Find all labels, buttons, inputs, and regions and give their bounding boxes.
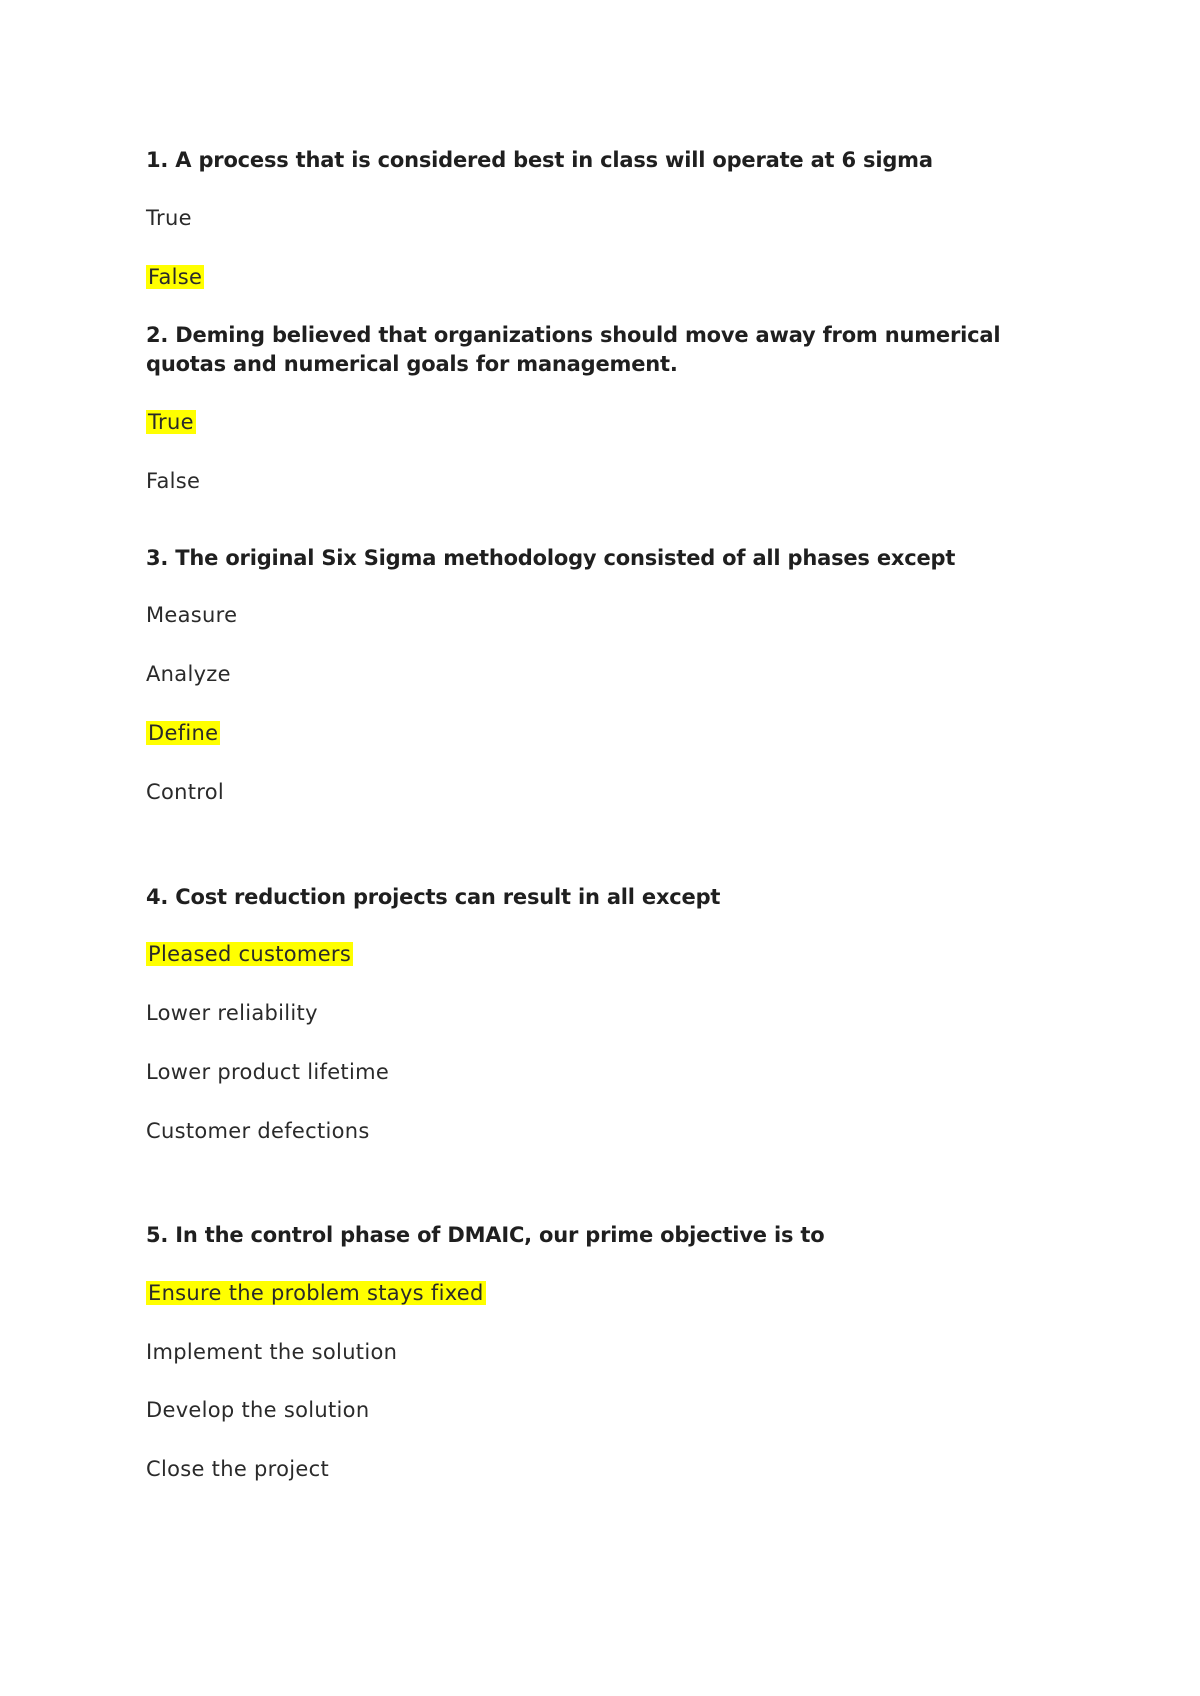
option-label: Analyze xyxy=(146,662,231,686)
highlighted-answer: False xyxy=(148,265,203,289)
question-5-text: 5. In the control phase of DMAIC, our prime objective is to xyxy=(146,1223,825,1247)
question-5-option-close xyxy=(146,1455,329,1483)
question-4-text: 4. Cost reduction projects can result in all except xyxy=(146,885,721,909)
option-label: Lower product lifetime xyxy=(146,1060,390,1084)
question-5-option-ensure-fixed xyxy=(146,1279,486,1307)
option-label: Customer defections xyxy=(146,1119,370,1143)
option-label: Control xyxy=(146,780,225,804)
question-2-option-false xyxy=(146,467,200,495)
option-label: False xyxy=(146,469,201,493)
option-label: Implement the solution xyxy=(146,1340,398,1364)
question-3-option-define xyxy=(146,719,220,747)
option-label: True xyxy=(146,206,192,230)
option-label: Close the project xyxy=(146,1457,330,1481)
question-1-option-true xyxy=(146,204,192,232)
question-3-option-analyze xyxy=(146,660,231,688)
question-1-option-false xyxy=(146,263,204,291)
question-4-option-customer-defections xyxy=(146,1117,370,1145)
question-3-option-control xyxy=(146,778,224,806)
option-label: Measure xyxy=(146,603,238,627)
question-5-option-develop xyxy=(146,1396,369,1424)
question-3-option-measure xyxy=(146,601,237,629)
question-2-option-true xyxy=(146,408,196,436)
option-label: Lower reliability xyxy=(146,1001,318,1025)
question-2-text: 2. Deming believed that organizations should move away from numerical quotas and numerical goals for management. xyxy=(146,323,1001,376)
highlighted-answer: True xyxy=(148,410,194,434)
question-4-option-pleased-customers xyxy=(146,940,353,968)
question-3-text: 3. The original Six Sigma methodology consisted of all phases except xyxy=(146,546,956,570)
question-4-option-lower-reliability xyxy=(146,999,318,1027)
highlighted-answer: Pleased customers xyxy=(148,942,352,966)
highlighted-answer: Define xyxy=(148,721,219,745)
question-5-option-implement xyxy=(146,1338,397,1366)
question-1-text: 1. A process that is considered best in class will operate at 6 sigma xyxy=(146,148,933,172)
option-label: Develop the solution xyxy=(146,1398,370,1422)
question-4-option-lower-product-lifetime xyxy=(146,1058,389,1086)
highlighted-answer: Ensure the problem stays fixed xyxy=(148,1281,484,1305)
